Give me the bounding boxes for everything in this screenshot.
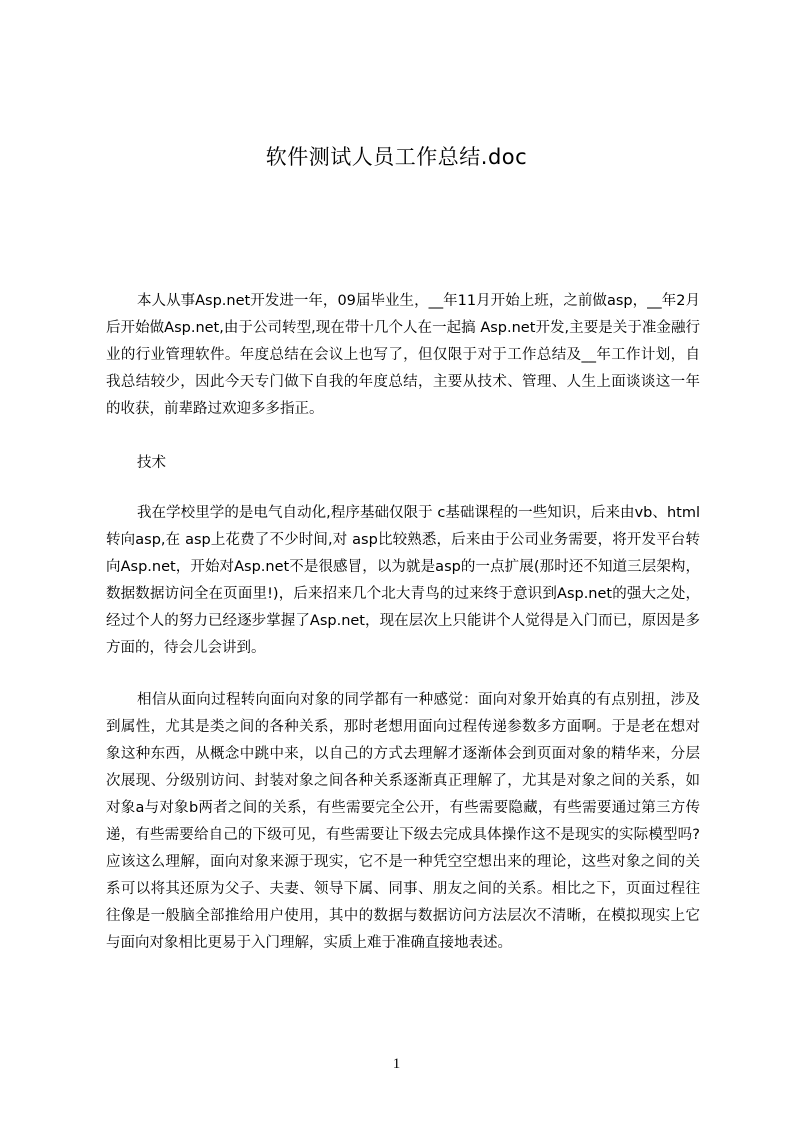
paragraph-background: 我在学校里学的是电气自动化,程序基础仅限于 c基础课程的一些知识，后来由vb、html转向asp,在 asp上花费了不少时间,对 asp比较熟悉，后来由于公司业务需要，将开发平台转向Asp.net，开始对Asp.net不是很感冒，以为就是asp的一点扩展(那时还不知道三层架构，数据数据访问全在页面里!)，后来招来几个北大青鸟的过来终于意识到Asp.net的强大之处，经过个人的努力已经逐步掌握了Asp.net，现在层次上只能讲个人觉得是入门而已，原因是多方面的，待会儿会讲到。 [106, 505, 700, 656]
section-heading-technology: 技术 [137, 455, 166, 471]
page-number: 1 [392, 1056, 401, 1072]
paragraph-oop: 相信从面向过程转向面向对象的同学都有一种感觉：面向对象开始真的有点别扭，涉及到属性，尤其是类之间的各种关系，那时老想用面向过程传递参数多方面啊。于是老在想对象这种东西，从概念中跳中来，以自己的方式去理解才逐渐体会到页面对象的精华来，分层次展现、分级别访问、封装对象之间各种关系逐渐真正理解了，尤其是对象之间的关系，如对象a与对象b两者之间的关系，有些需要完全公开，有些需要隐藏，有些需要通过第三方传递，有些需要给自己的下级可见，有些需要让下级去完成具体操作这不是现实的实际模型吗?应该这么理解，面向对象来源于现实，它不是一种凭空空想出来的理论，这些对象之间的关系可以将其还原为父子、夫妻、领导下属、同事、朋友之间的关系。相比之下，页面过程往往像是一般脑全部推给用户使用，其中的数据与数据访问方法层次不清晰，在模拟现实上它与面向对象相比更易于入门理解，实质上难于准确直接地表述。 [106, 692, 700, 951]
paragraph-intro: 本人从事Asp.net开发进一年，09届毕业生，__年11月开始上班，之前做asp，__年2月后开始做Asp.net,由于公司转型,现在带十几个人在一起搞 Asp.net开发,主要是关于准金融行业的行业管理软件。年度总结在会议上也写了，但仅限于对于工作总结及__年工作计划，自我总结较少，因此今天专门做下自我的年度总结，主要从技术、管理、人生上面谈谈这一年的收获，前辈路过欢迎多多指正。 [106, 293, 700, 417]
document-title: 软件测试人员工作总结.doc [265, 145, 528, 169]
